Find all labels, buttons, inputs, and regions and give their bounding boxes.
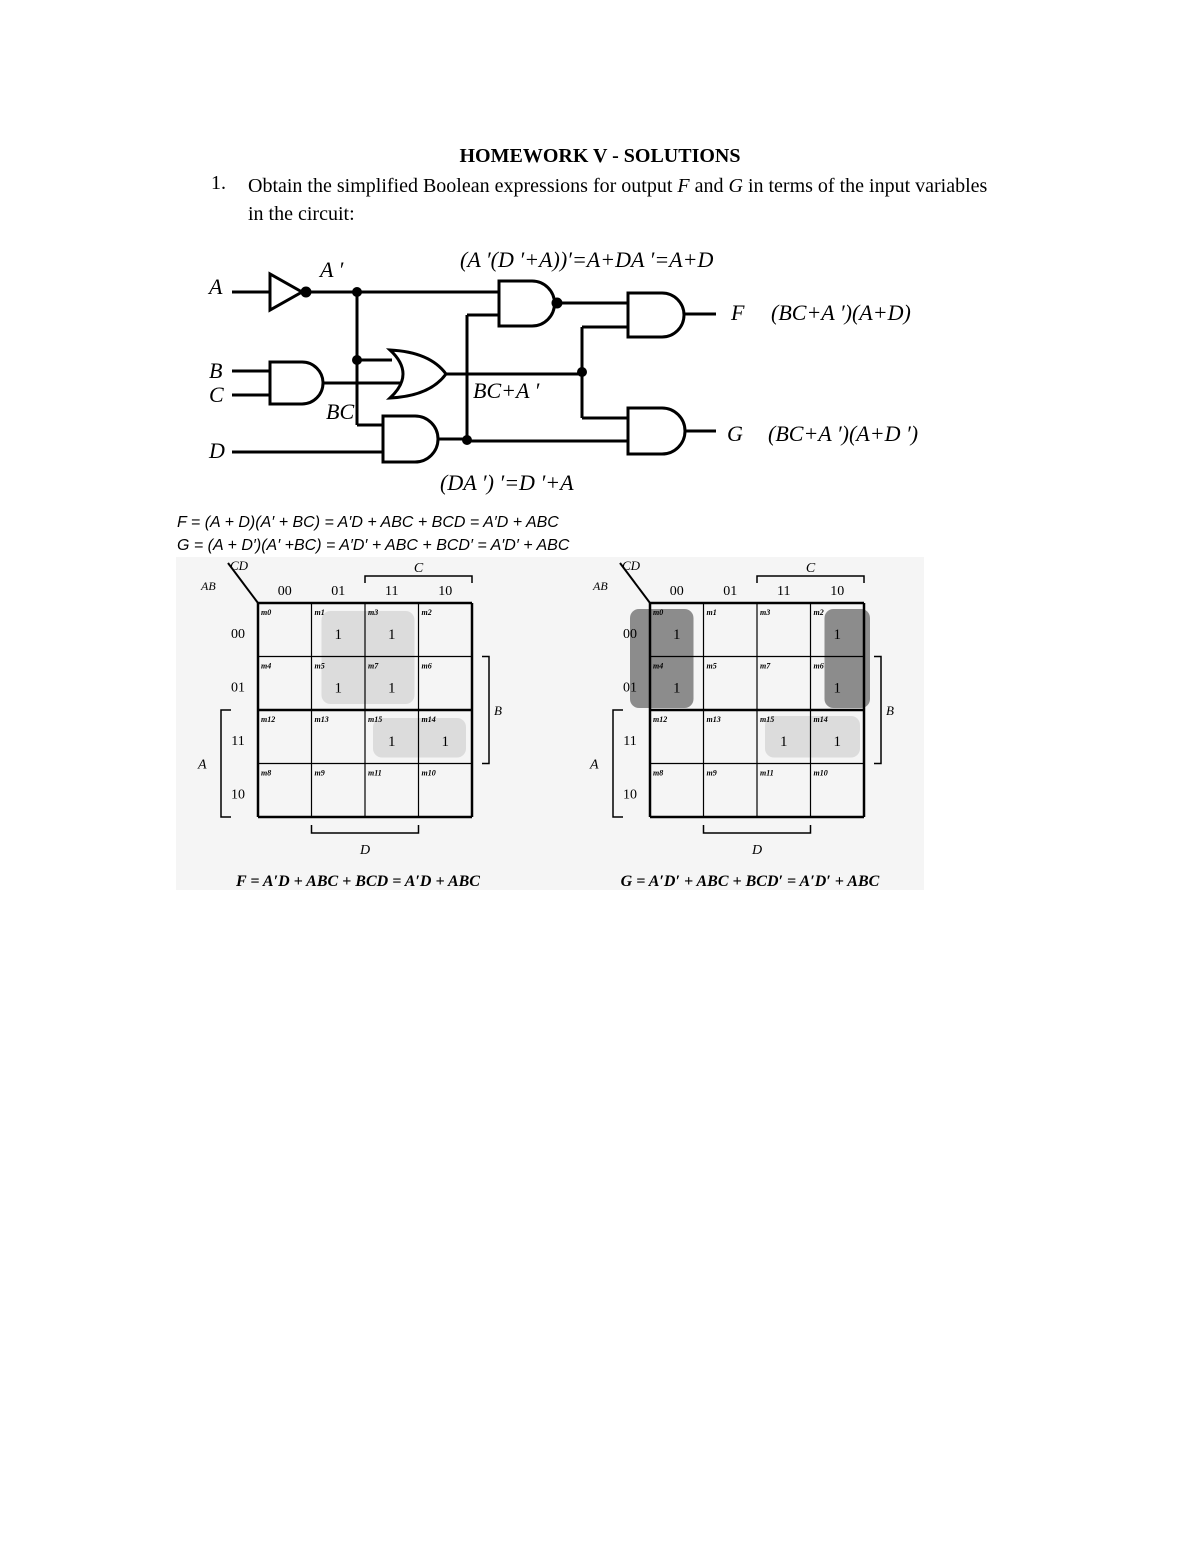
f-map-minterm-label: m9	[314, 768, 325, 778]
input-c-label: C	[209, 382, 224, 407]
f-map-label-a: A	[198, 757, 207, 773]
input-a-label: A	[209, 274, 223, 299]
g-map-row-header: 10	[623, 787, 637, 803]
question-text-part: in terms of the input variables in the circuit:	[248, 175, 988, 225]
f-map-row-header: 11	[231, 733, 245, 749]
bc-label: BC	[326, 399, 355, 424]
f-map-cell-one: 1	[334, 680, 342, 697]
g-map-caption: G = A′D′ + ABC + BCD′ = A′D′ + ABC	[620, 873, 880, 890]
g-map-cell-one: 1	[673, 680, 681, 697]
f-map-row-header: 10	[231, 787, 245, 803]
g-map-minterm-label: m15	[760, 715, 775, 724]
f-map-minterm-label: m4	[261, 661, 272, 671]
g-map-cell-one: 1	[833, 680, 841, 697]
f-map-minterm-label: m2	[421, 608, 432, 617]
g-map-bracket-b	[874, 657, 881, 764]
g-map-minterm-label: m1	[706, 608, 717, 617]
f-map-col-header: 10	[438, 584, 453, 599]
g-map-bracket-a	[613, 710, 623, 817]
f-map-minterm-label: m12	[261, 715, 276, 724]
bottom-expression-label: (DA ′) ′=D ′+A	[440, 470, 574, 495]
g-map-cell-one: 1	[833, 626, 841, 643]
g-map-minterm-label: m6	[813, 661, 824, 671]
f-map-bracket-c	[365, 576, 472, 583]
equation-g: G = (A + D′)(A′ +BC) = A′D′ + ABC + BCD′ = A′D′ + ABC	[177, 537, 570, 554]
f-map-row-header: 00	[231, 626, 245, 642]
g-map-col-header: 00	[669, 584, 684, 599]
f-map-cell-one: 1	[388, 733, 396, 750]
g-map-label-d: D	[751, 843, 763, 858]
var-f: F	[677, 175, 690, 197]
input-b-label: B	[209, 358, 223, 383]
f-map-col-header: 00	[277, 584, 292, 599]
f-map-minterm-label: m6	[421, 661, 432, 671]
g-map-row-header: 00	[623, 626, 637, 642]
f-map-label-c: C	[413, 561, 424, 576]
g-map-bracket-d	[704, 825, 811, 833]
f-map-corner-cd: CD	[230, 558, 249, 573]
g-map-minterm-label: m12	[653, 715, 668, 724]
g-map-row-header: 11	[623, 733, 637, 749]
f-map-label-b: B	[494, 703, 502, 718]
f-map-bracket-a	[221, 710, 231, 817]
f-map-minterm-label: m11	[368, 768, 382, 778]
g-map-corner-cd: CD	[622, 558, 641, 573]
g-map-minterm-label: m4	[653, 661, 664, 671]
top-expression-label: (A ′(D ′+A))′=A+DA ′=A+D	[460, 247, 714, 272]
g-map-minterm-label: m8	[653, 768, 664, 778]
equation-f: F = (A + D)(A′ + BC) = A′D + ABC + BCD = A′D + ABC	[177, 514, 559, 531]
f-map-col-header: 11	[385, 584, 399, 599]
f-map-minterm-label: m13	[314, 715, 329, 724]
g-map-minterm-label: m7	[760, 661, 771, 671]
f-map-col-header: 01	[331, 584, 346, 599]
g-map-minterm-label: m5	[706, 661, 717, 671]
f-map-cell-one: 1	[388, 680, 396, 697]
bc-plus-a-not-label: BC+A ′	[473, 378, 540, 403]
g-map-row-header: 01	[623, 680, 637, 696]
f-map-minterm-label: m14	[421, 715, 436, 724]
f-map-minterm-label: m5	[314, 661, 325, 671]
f-map-minterm-label: m0	[261, 608, 272, 617]
g-map-label-b: B	[886, 703, 894, 718]
question-text-part: Obtain the simplified Boolean expressions for output	[248, 175, 678, 197]
g-map-bracket-c	[757, 576, 864, 583]
g-map-grouping-0	[630, 609, 694, 708]
f-map-minterm-label: m8	[261, 768, 272, 778]
g-map-cell-one: 1	[833, 733, 841, 750]
output-g-expression: (BC+A ′)(A+D ′)	[768, 421, 919, 446]
a-not-label: A ′	[320, 257, 344, 282]
g-map-label-a: A	[590, 757, 599, 773]
f-map-row-header: 01	[231, 680, 245, 696]
g-map-col-header: 01	[723, 584, 738, 599]
f-map-bracket-b	[482, 657, 489, 764]
f-map-minterm-label: m15	[368, 715, 383, 724]
g-map-minterm-label: m13	[706, 715, 721, 724]
question-number: 1.	[211, 172, 226, 194]
output-f-label: F	[731, 300, 745, 325]
g-map-corner-ab: AB	[593, 579, 608, 593]
f-map-cell-one: 1	[441, 733, 449, 750]
g-map-cell-one: 1	[673, 626, 681, 643]
g-map-minterm-label: m3	[760, 608, 771, 617]
g-map-cell-one: 1	[780, 733, 788, 750]
f-map-label-d: D	[359, 843, 371, 858]
g-map-minterm-label: m2	[813, 608, 824, 617]
f-map-bracket-d	[312, 825, 419, 833]
f-map-minterm-label: m10	[421, 768, 436, 778]
g-map-minterm-label: m10	[813, 768, 828, 778]
g-map-minterm-label: m11	[760, 768, 774, 778]
g-map-col-header: 10	[830, 584, 845, 599]
f-map-minterm-label: m7	[368, 661, 379, 671]
f-map-caption: F = A′D + ABC + BCD = A′D + ABC	[236, 873, 480, 890]
f-map-minterm-label: m3	[368, 608, 379, 617]
f-map-cell-one: 1	[388, 626, 396, 643]
g-map-minterm-label: m0	[653, 608, 664, 617]
g-map-label-c: C	[805, 561, 816, 576]
f-map-cell-one: 1	[334, 626, 342, 643]
var-g: G	[728, 175, 743, 197]
g-map-minterm-label: m14	[813, 715, 828, 724]
g-map-col-header: 11	[777, 584, 791, 599]
input-d-label: D	[209, 438, 225, 463]
f-map-grouping-1	[373, 718, 466, 758]
question-text-part: and	[689, 175, 729, 197]
page-title: HOMEWORK V - SOLUTIONS	[459, 145, 741, 167]
output-f-expression: (BC+A ′)(A+D)	[771, 300, 911, 325]
f-map-corner-ab: AB	[201, 579, 216, 593]
g-map-minterm-label: m9	[706, 768, 717, 778]
f-map-minterm-label: m1	[314, 608, 325, 617]
output-g-label: G	[727, 421, 743, 446]
